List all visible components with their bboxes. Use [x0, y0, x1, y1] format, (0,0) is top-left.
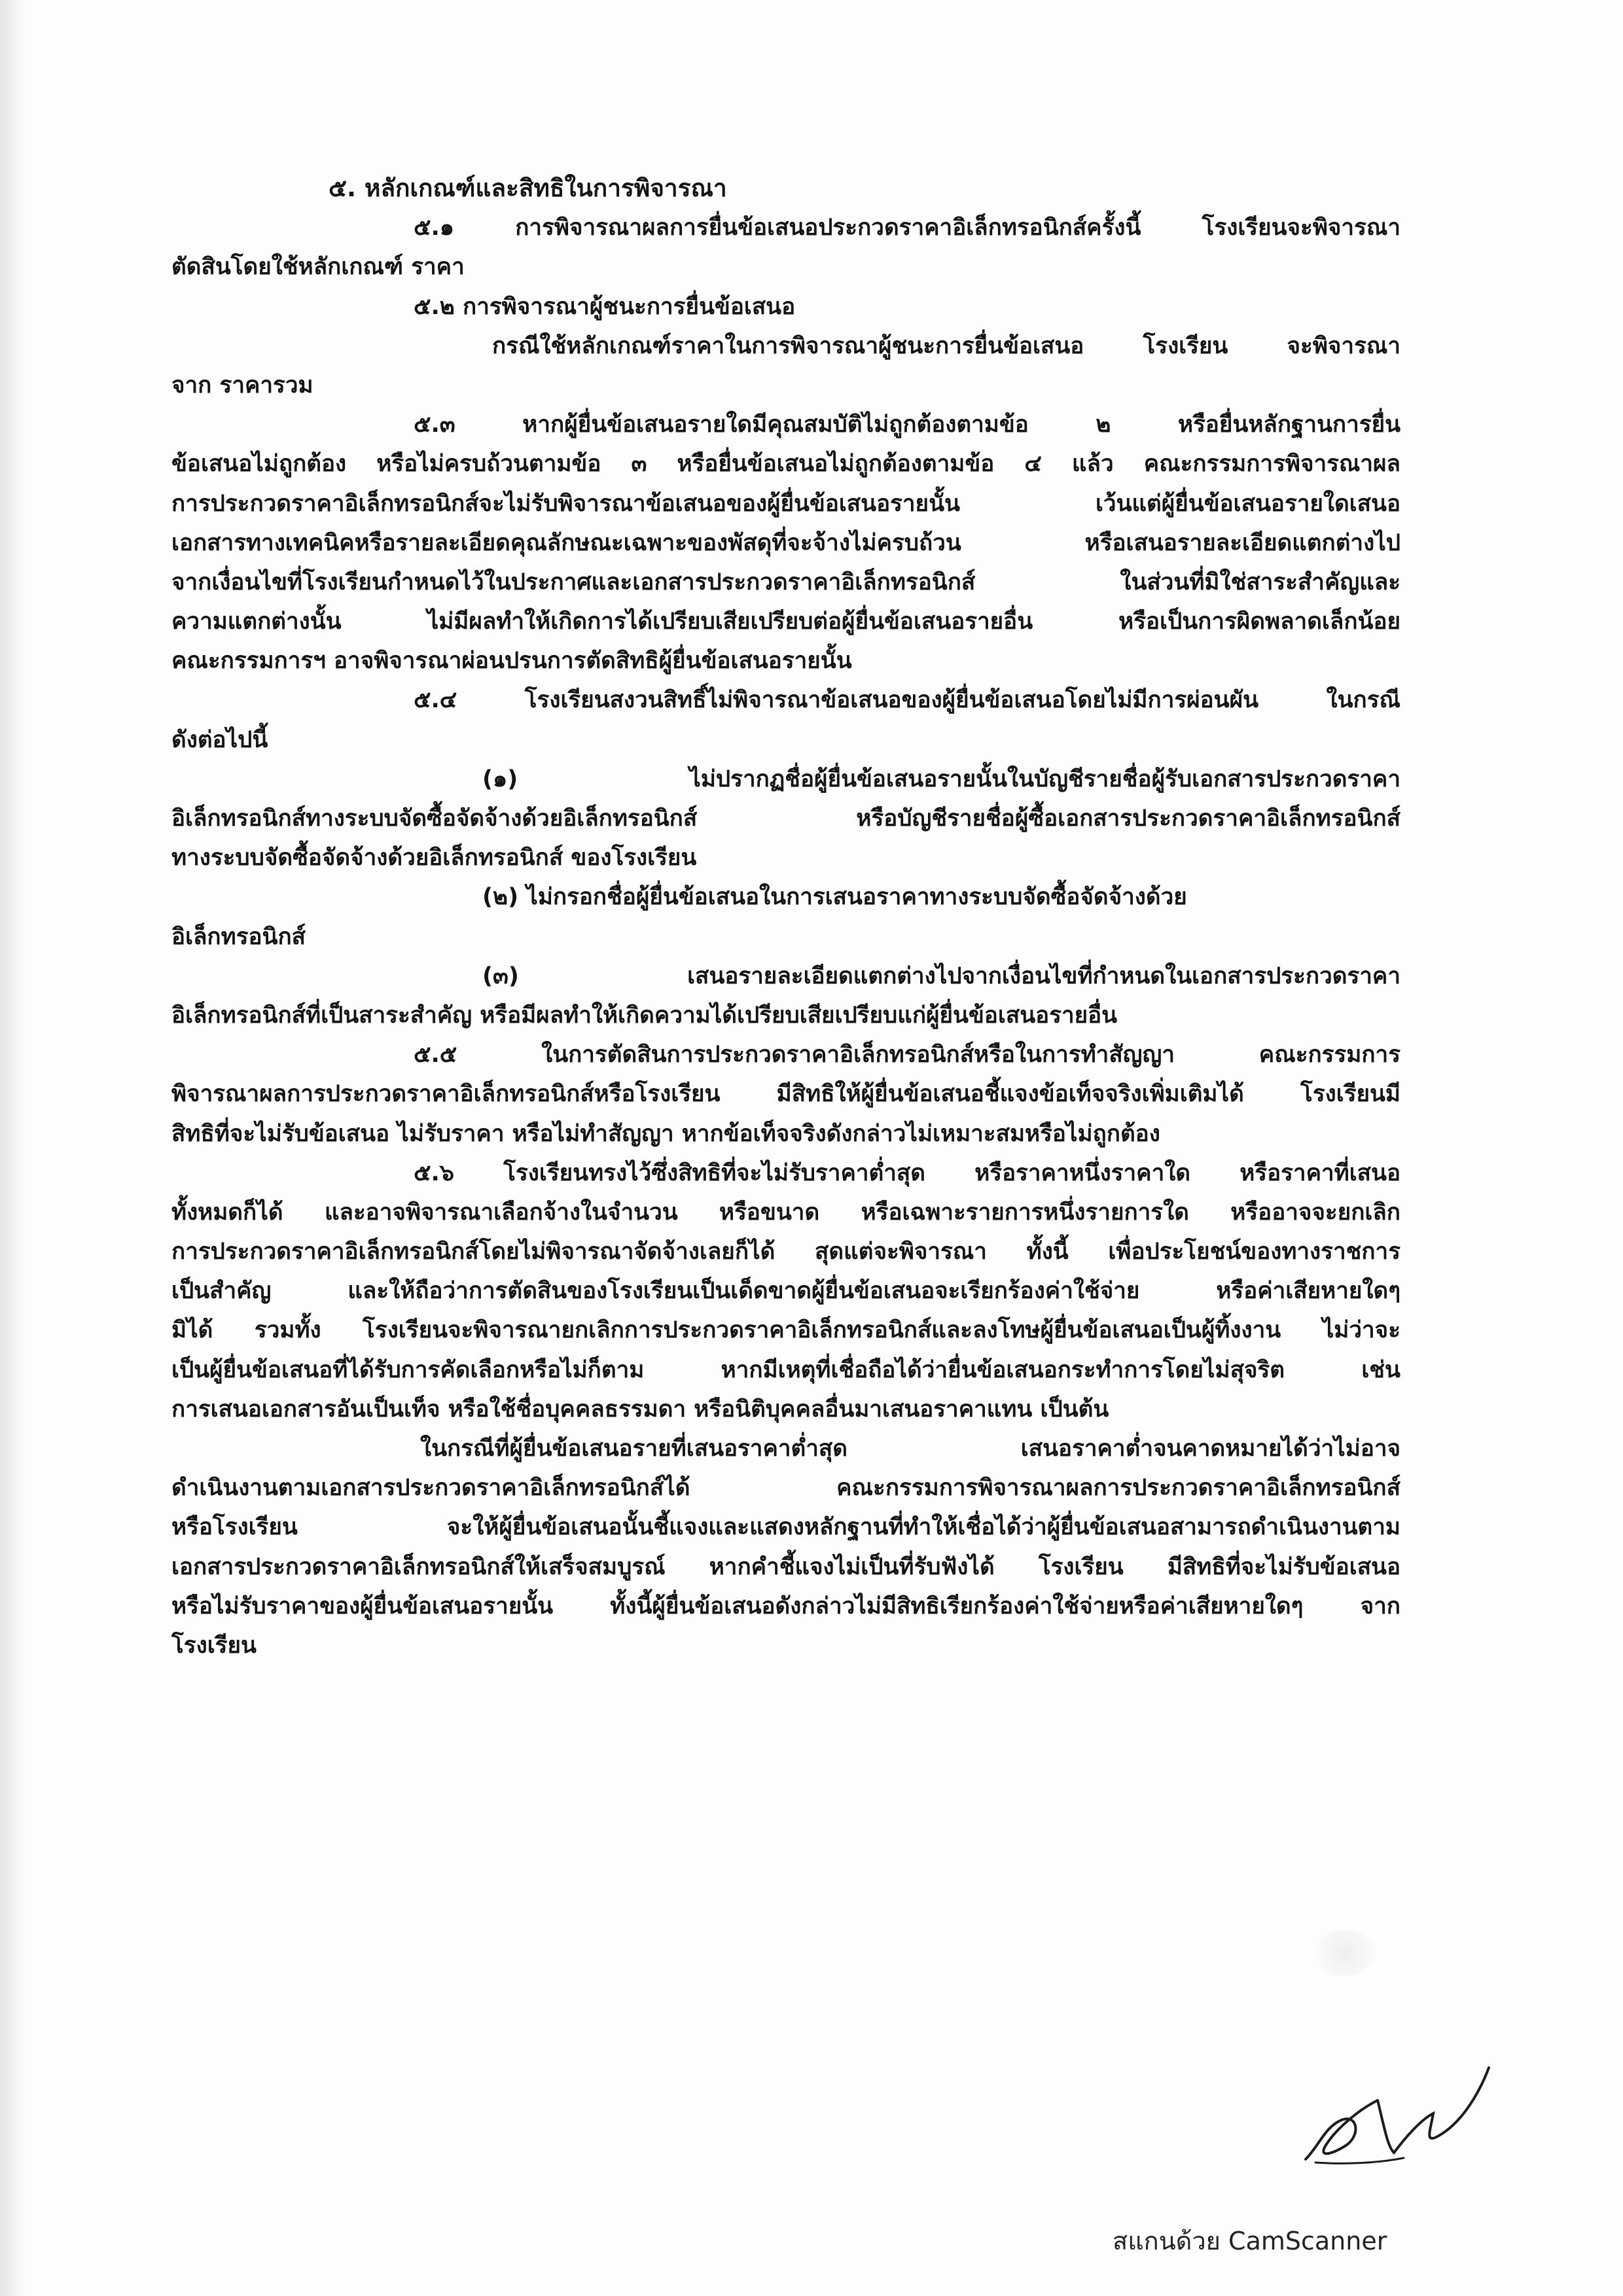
text-line: ในกรณีที่ผู้ยื่นข้อเสนอรายที่เสนอราคาต่ำสุด เสนอราคาต่ำจนคาดหมายได้ว่าไม่อาจ [420, 1436, 1400, 1462]
text-line: ทางระบบจัดซื้อจัดจ้างด้วยอิเล็กทรอนิกส์ ของโรงเรียน [171, 845, 697, 872]
text-line: ข้อเสนอไม่ถูกต้อง หรือไม่ครบถ้วนตามข้อ ๓ หรือยื่นข้อเสนอไม่ถูกต้องตามข้อ ๔ แล้ว คณะกรรมการพิจารณาผล [171, 451, 1400, 478]
text-line: อิเล็กทรอนิกส์ทางระบบจัดซื้อจัดจ้างด้วยอิเล็กทรอนิกส์ หรือบัญชีรายชื่อผู้ซื้อเอกสารประกวดราคาอิเล็กทรอนิกส์ [171, 805, 1400, 832]
camscanner-stamp: สแกนด้วย CamScanner [1113, 2227, 1387, 2255]
text-line: เอกสารทางเทคนิคหรือรายละเอียดคุณลักษณะเฉพาะของพัสดุที่จะจ้างไม่ครบถ้วน หรือเสนอรายละเอียดแตกต่างไป [171, 529, 1400, 556]
text-line: จาก ราคารวม [171, 372, 313, 398]
text-line: ๕.๒ การพิจารณาผู้ชนะการยื่นข้อเสนอ [414, 293, 796, 320]
text-line: ๕.๖ โรงเรียนทรงไว้ซึ่งสิทธิที่จะไม่รับราคาต่ำสุด หรือราคาหนึ่งราคาใด หรือราคาที่เสนอ [414, 1159, 1400, 1186]
text-line: การประกวดราคาอิเล็กทรอนิกส์จะไม่รับพิจารณาข้อเสนอของผู้ยื่นข้อเสนอรายนั้น เว้นแต่ผู้ยื่นข้อเสนอรายใดเสนอ [171, 490, 1400, 517]
text-line: ดังต่อไปนี้ [171, 726, 268, 753]
text-line: การประกวดราคาอิเล็กทรอนิกส์โดยไม่พิจารณาจัดจ้างเลยก็ได้ สุดแต่จะพิจารณา ทั้งนี้ เพื่อประโยชน์ของทางราชการ [171, 1239, 1400, 1265]
text-line: (๓) เสนอรายละเอียดแตกต่างไปจากเงื่อนไขที่กำหนดในเอกสารประกวดราคา [482, 963, 1400, 989]
text-line: เป็นผู้ยื่นข้อเสนอที่ได้รับการคัดเลือกหรือไม่ก็ตาม หากมีเหตุที่เชื่อถือได้ว่ายื่นข้อเสนอกระทำการโดยไม่สุจริต เช่น [171, 1356, 1400, 1383]
text-line: เอกสารประกวดราคาอิเล็กทรอนิกส์ให้เสร็จสมบูรณ์ หากคำชี้แจงไม่เป็นที่รับฟังได้ โรงเรียน มีสิทธิที่จะไม่รับข้อเสนอ [171, 1553, 1400, 1580]
text-line: จากเงื่อนไขที่โรงเรียนกำหนดไว้ในประกาศและเอกสารประกวดราคาอิเล็กทรอนิกส์ ในส่วนที่มิใช่สาระสำคัญและ [171, 569, 1400, 595]
text-line: สิทธิที่จะไม่รับข้อเสนอ ไม่รับราคา หรือไม่ทำสัญญา หากข้อเท็จจริงดังกล่าวไม่เหมาะสมหรือไม่ถูกต้อง [171, 1120, 1160, 1147]
text-line: หรือไม่รับราคาของผู้ยื่นข้อเสนอรายนั้น ทั้งนี้ผู้ยื่นข้อเสนอดังกล่าวไม่มีสิทธิเรียกร้องค่าใช้จ่ายหรือค่าเสียหายใดๆ จาก [171, 1593, 1400, 1619]
section-heading: ๕. หลักเกณฑ์และสิทธิในการพิจารณา [329, 174, 727, 202]
text-line: ๕.๑ การพิจารณาผลการยื่นข้อเสนอประกวดราคาอิเล็กทรอนิกส์ครั้งนี้ โรงเรียนจะพิจารณา [414, 215, 1400, 241]
text-line: ๕.๕ ในการตัดสินการประกวดราคาอิเล็กทรอนิกส์หรือในการทำสัญญา คณะกรรมการ [414, 1042, 1400, 1069]
text-line: การเสนอเอกสารอันเป็นเท็จ หรือใช้ชื่อบุคคลธรรมดา หรือนิติบุคคลอื่นมาเสนอราคาแทน เป็นต้น [171, 1396, 1109, 1422]
text-line: โรงเรียน [171, 1632, 257, 1659]
text-line: ทั้งหมดก็ได้ และอาจพิจารณาเลือกจ้างในจำนวน หรือขนาด หรือเฉพาะรายการหนึ่งรายการใด หรืออาจจะยกเลิก [171, 1199, 1400, 1226]
handwritten-signature [1279, 2048, 1502, 2192]
text-line: (๑) ไม่ปรากฏชื่อผู้ยื่นข้อเสนอรายนั้นในบัญชีรายชื่อผู้รับเอกสารประกวดราคา [482, 766, 1400, 792]
text-line: มิได้ รวมทั้ง โรงเรียนจะพิจารณายกเลิกการประกวดราคาอิเล็กทรอนิกส์และลงโทษผู้ยื่นข้อเสนอเป็นผู้ทิ้งงาน ไม่ว่าจะ [171, 1317, 1400, 1344]
text-line: ความแตกต่างนั้น ไม่มีผลทำให้เกิดการได้เปรียบเสียเปรียบต่อผู้ยื่นข้อเสนอรายอื่น หรือเป็นการผิดพลาดเล็กน้อย [171, 609, 1400, 635]
text-line: อิเล็กทรอนิกส์ที่เป็นสาระสำคัญ หรือมีผลทำให้เกิดความได้เปรียบเสียเปรียบแก่ผู้ยื่นข้อเสนอรายอื่น [171, 1002, 1118, 1029]
text-line: เป็นสำคัญ และให้ถือว่าการตัดสินของโรงเรียนเป็นเด็ดขาดผู้ยื่นข้อเสนอจะเรียกร้องค่าใช้จ่าย หรือค่าเสียหายใดๆ [171, 1278, 1400, 1305]
text-line: คณะกรรมการฯ อาจพิจารณาผ่อนปรนการตัดสิทธิผู้ยื่นข้อเสนอรายนั้น [171, 648, 852, 675]
text-line: ตัดสินโดยใช้หลักเกณฑ์ ราคา [171, 254, 465, 281]
text-line: พิจารณาผลการประกวดราคาอิเล็กทรอนิกส์หรือโรงเรียน มีสิทธิให้ผู้ยื่นข้อเสนอชี้แจงข้อเท็จจริงเพิ่มเติมได้ โรงเรียนมี [171, 1081, 1400, 1108]
text-line: ดำเนินงานตามเอกสารประกวดราคาอิเล็กทรอนิกส์ได้ คณะกรรมการพิจารณาผลการประกวดราคาอิเล็กทรอนิกส์ [171, 1475, 1400, 1502]
text-line: หรือโรงเรียน จะให้ผู้ยื่นข้อเสนอนั้นชี้แจงและแสดงหลักฐานที่ทำให้เชื่อได้ว่าผู้ยื่นข้อเสนอสามารถดำเนินงานตาม [171, 1514, 1400, 1541]
page-edge-shadow [0, 0, 26, 2296]
text-line: กรณีใช้หลักเกณฑ์ราคาในการพิจารณาผู้ชนะการยื่นข้อเสนอ โรงเรียน จะพิจารณา [492, 332, 1400, 359]
text-line: อิเล็กทรอนิกส์ [171, 923, 306, 950]
document-body [171, 169, 1400, 1665]
scan-smudge [1315, 1930, 1374, 1976]
text-line: (๒) ไม่กรอกชื่อผู้ยื่นข้อเสนอในการเสนอราคาทางระบบจัดซื้อจัดจ้างด้วย [482, 884, 1187, 911]
text-line: ๕.๔ โรงเรียนสงวนสิทธิ์ไม่พิจารณาข้อเสนอของผู้ยื่นข้อเสนอโดยไม่มีการผ่อนผัน ในกรณี [414, 687, 1400, 714]
text-line: ๕.๓ หากผู้ยื่นข้อเสนอรายใดมีคุณสมบัติไม่ถูกต้องตามข้อ ๒ หรือยื่นหลักฐานการยื่น [414, 412, 1400, 438]
